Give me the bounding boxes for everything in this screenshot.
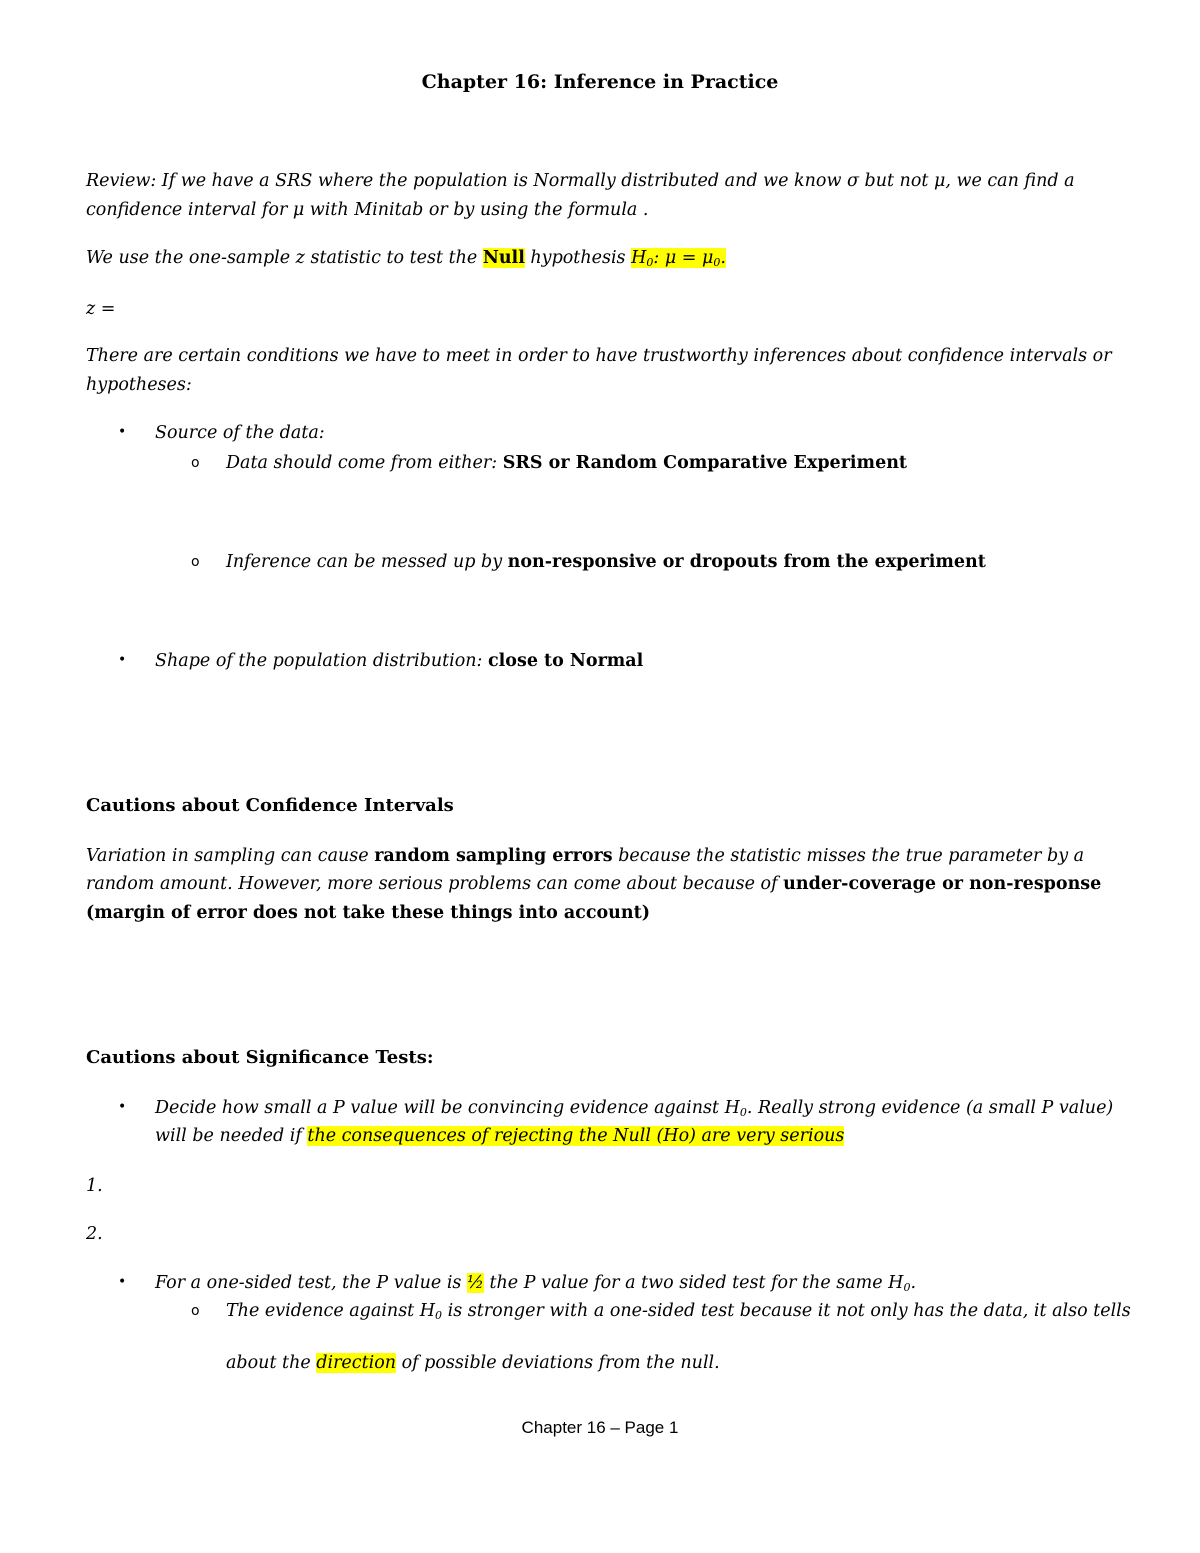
sig-sub-l1-a: The evidence against H bbox=[226, 1301, 436, 1321]
shape-bold: close to Normal bbox=[488, 651, 644, 671]
source-sub-1-bold: SRS or Random Comparative Experiment bbox=[502, 453, 908, 473]
ci-l1-b: random sampling errors bbox=[374, 846, 613, 866]
conditions-line-1: There are certain conditions we have to meet in order to have trustworthy inferences about confidence intervals or bbox=[86, 346, 1112, 366]
ci-para-line-1 bbox=[86, 845, 1084, 867]
page-footer: Chapter 16 – Page 1 bbox=[521, 1418, 679, 1437]
ci-l2-b: under-coverage or non-response bbox=[783, 874, 1102, 894]
sig-b1-l2-a: will be needed if bbox=[155, 1126, 308, 1146]
sig-b2-c: . bbox=[910, 1273, 917, 1293]
sig-b2-b: the P value for a two sided test for the same H bbox=[483, 1273, 904, 1293]
sig-bullet-2 bbox=[155, 1272, 916, 1294]
null-hypothesis-expression bbox=[631, 248, 726, 268]
review-line-1: Review: If we have a SRS where the population is Normally distributed and we know σ but not μ, we can find a bbox=[86, 171, 1075, 191]
sig-b1-l1-a: Decide how small a P value will be convincing evidence against H bbox=[155, 1098, 740, 1118]
ci-heading: Cautions about Confidence Intervals bbox=[86, 795, 454, 816]
mu-equation: : μ = μ bbox=[653, 248, 714, 268]
z-formula-line: z = bbox=[86, 299, 116, 319]
source-sub-1-italic: Data should come from either: bbox=[226, 453, 503, 473]
sig-sub-l2-b: of possible deviations from the null. bbox=[396, 1353, 720, 1373]
shape-italic: Shape of the population distribution: bbox=[155, 651, 488, 671]
sig-heading: Cautions about Significance Tests: bbox=[86, 1047, 434, 1068]
sub-bullet-3: o bbox=[191, 1303, 200, 1319]
bullet-shape: • bbox=[118, 652, 127, 668]
ci-l1-c: because the statistic misses the true parameter by a bbox=[612, 846, 1085, 866]
numbered-item-2: 2. bbox=[86, 1224, 103, 1244]
bullet-sig-1: • bbox=[118, 1099, 127, 1115]
hypothesis-pre: We use the one-sample z statistic to test the bbox=[86, 248, 483, 268]
ci-l2-a: random amount. However, more serious problems can come about because of bbox=[86, 874, 784, 894]
sub-bullet-1: o bbox=[191, 455, 200, 471]
source-label: Source of the data: bbox=[155, 423, 325, 443]
sub-bullet-2: o bbox=[191, 554, 200, 570]
page-title: Chapter 16: Inference in Practice bbox=[421, 71, 779, 93]
direction-highlight: direction bbox=[316, 1353, 397, 1373]
sig-b2-sub: 0 bbox=[903, 1281, 911, 1294]
sig-bullet-1-line-2 bbox=[155, 1125, 844, 1147]
h-symbol: H bbox=[631, 248, 647, 268]
period: . bbox=[720, 248, 726, 268]
shape-line bbox=[155, 650, 643, 672]
sig-b2-a: For a one-sided test, the P value is bbox=[155, 1273, 467, 1293]
sig-bullet-1-line-1 bbox=[155, 1097, 1113, 1119]
sig-sub-l1-b: is stronger with a one-sided test because it not only has the data, it also tells bbox=[442, 1301, 1131, 1321]
ci-para-line-3: (margin of error does not take these things into account) bbox=[86, 903, 650, 923]
ci-l1-a: Variation in sampling can cause bbox=[86, 846, 375, 866]
bullet-sig-2: • bbox=[118, 1274, 127, 1290]
hypothesis-line bbox=[86, 247, 726, 269]
sig-b1-l2-highlight: the consequences of rejecting the Null (Ho) are very serious bbox=[307, 1126, 845, 1146]
mu-subscript: 0 bbox=[713, 256, 721, 269]
numbered-item-1: 1. bbox=[86, 1176, 103, 1196]
source-sub-1 bbox=[226, 452, 907, 474]
sig-sub-line-1 bbox=[226, 1300, 1131, 1322]
sig-sub-l2-a: about the bbox=[226, 1353, 317, 1373]
bullet-source: • bbox=[118, 424, 127, 440]
hypothesis-mid: hypothesis bbox=[524, 248, 632, 268]
h-subscript: 0 bbox=[646, 256, 654, 269]
null-word: Null bbox=[482, 248, 525, 268]
ci-para-line-2 bbox=[86, 873, 1101, 895]
conditions-line-2: hypotheses: bbox=[86, 375, 192, 395]
sig-sub-l1-sub: 0 bbox=[435, 1309, 443, 1322]
sig-b1-l1-sub: 0 bbox=[739, 1106, 747, 1119]
sig-sub-line-2 bbox=[226, 1352, 720, 1374]
half-highlight: ½ bbox=[466, 1273, 484, 1293]
source-sub-2 bbox=[226, 551, 986, 573]
source-sub-2-italic: Inference can be messed up by bbox=[226, 552, 508, 572]
sig-b1-l1-b: . Really strong evidence (a small P value) bbox=[746, 1098, 1114, 1118]
review-line-2: confidence interval for μ with Minitab or by using the formula . bbox=[86, 200, 649, 220]
source-sub-2-bold: non-responsive or dropouts from the experiment bbox=[507, 552, 986, 572]
